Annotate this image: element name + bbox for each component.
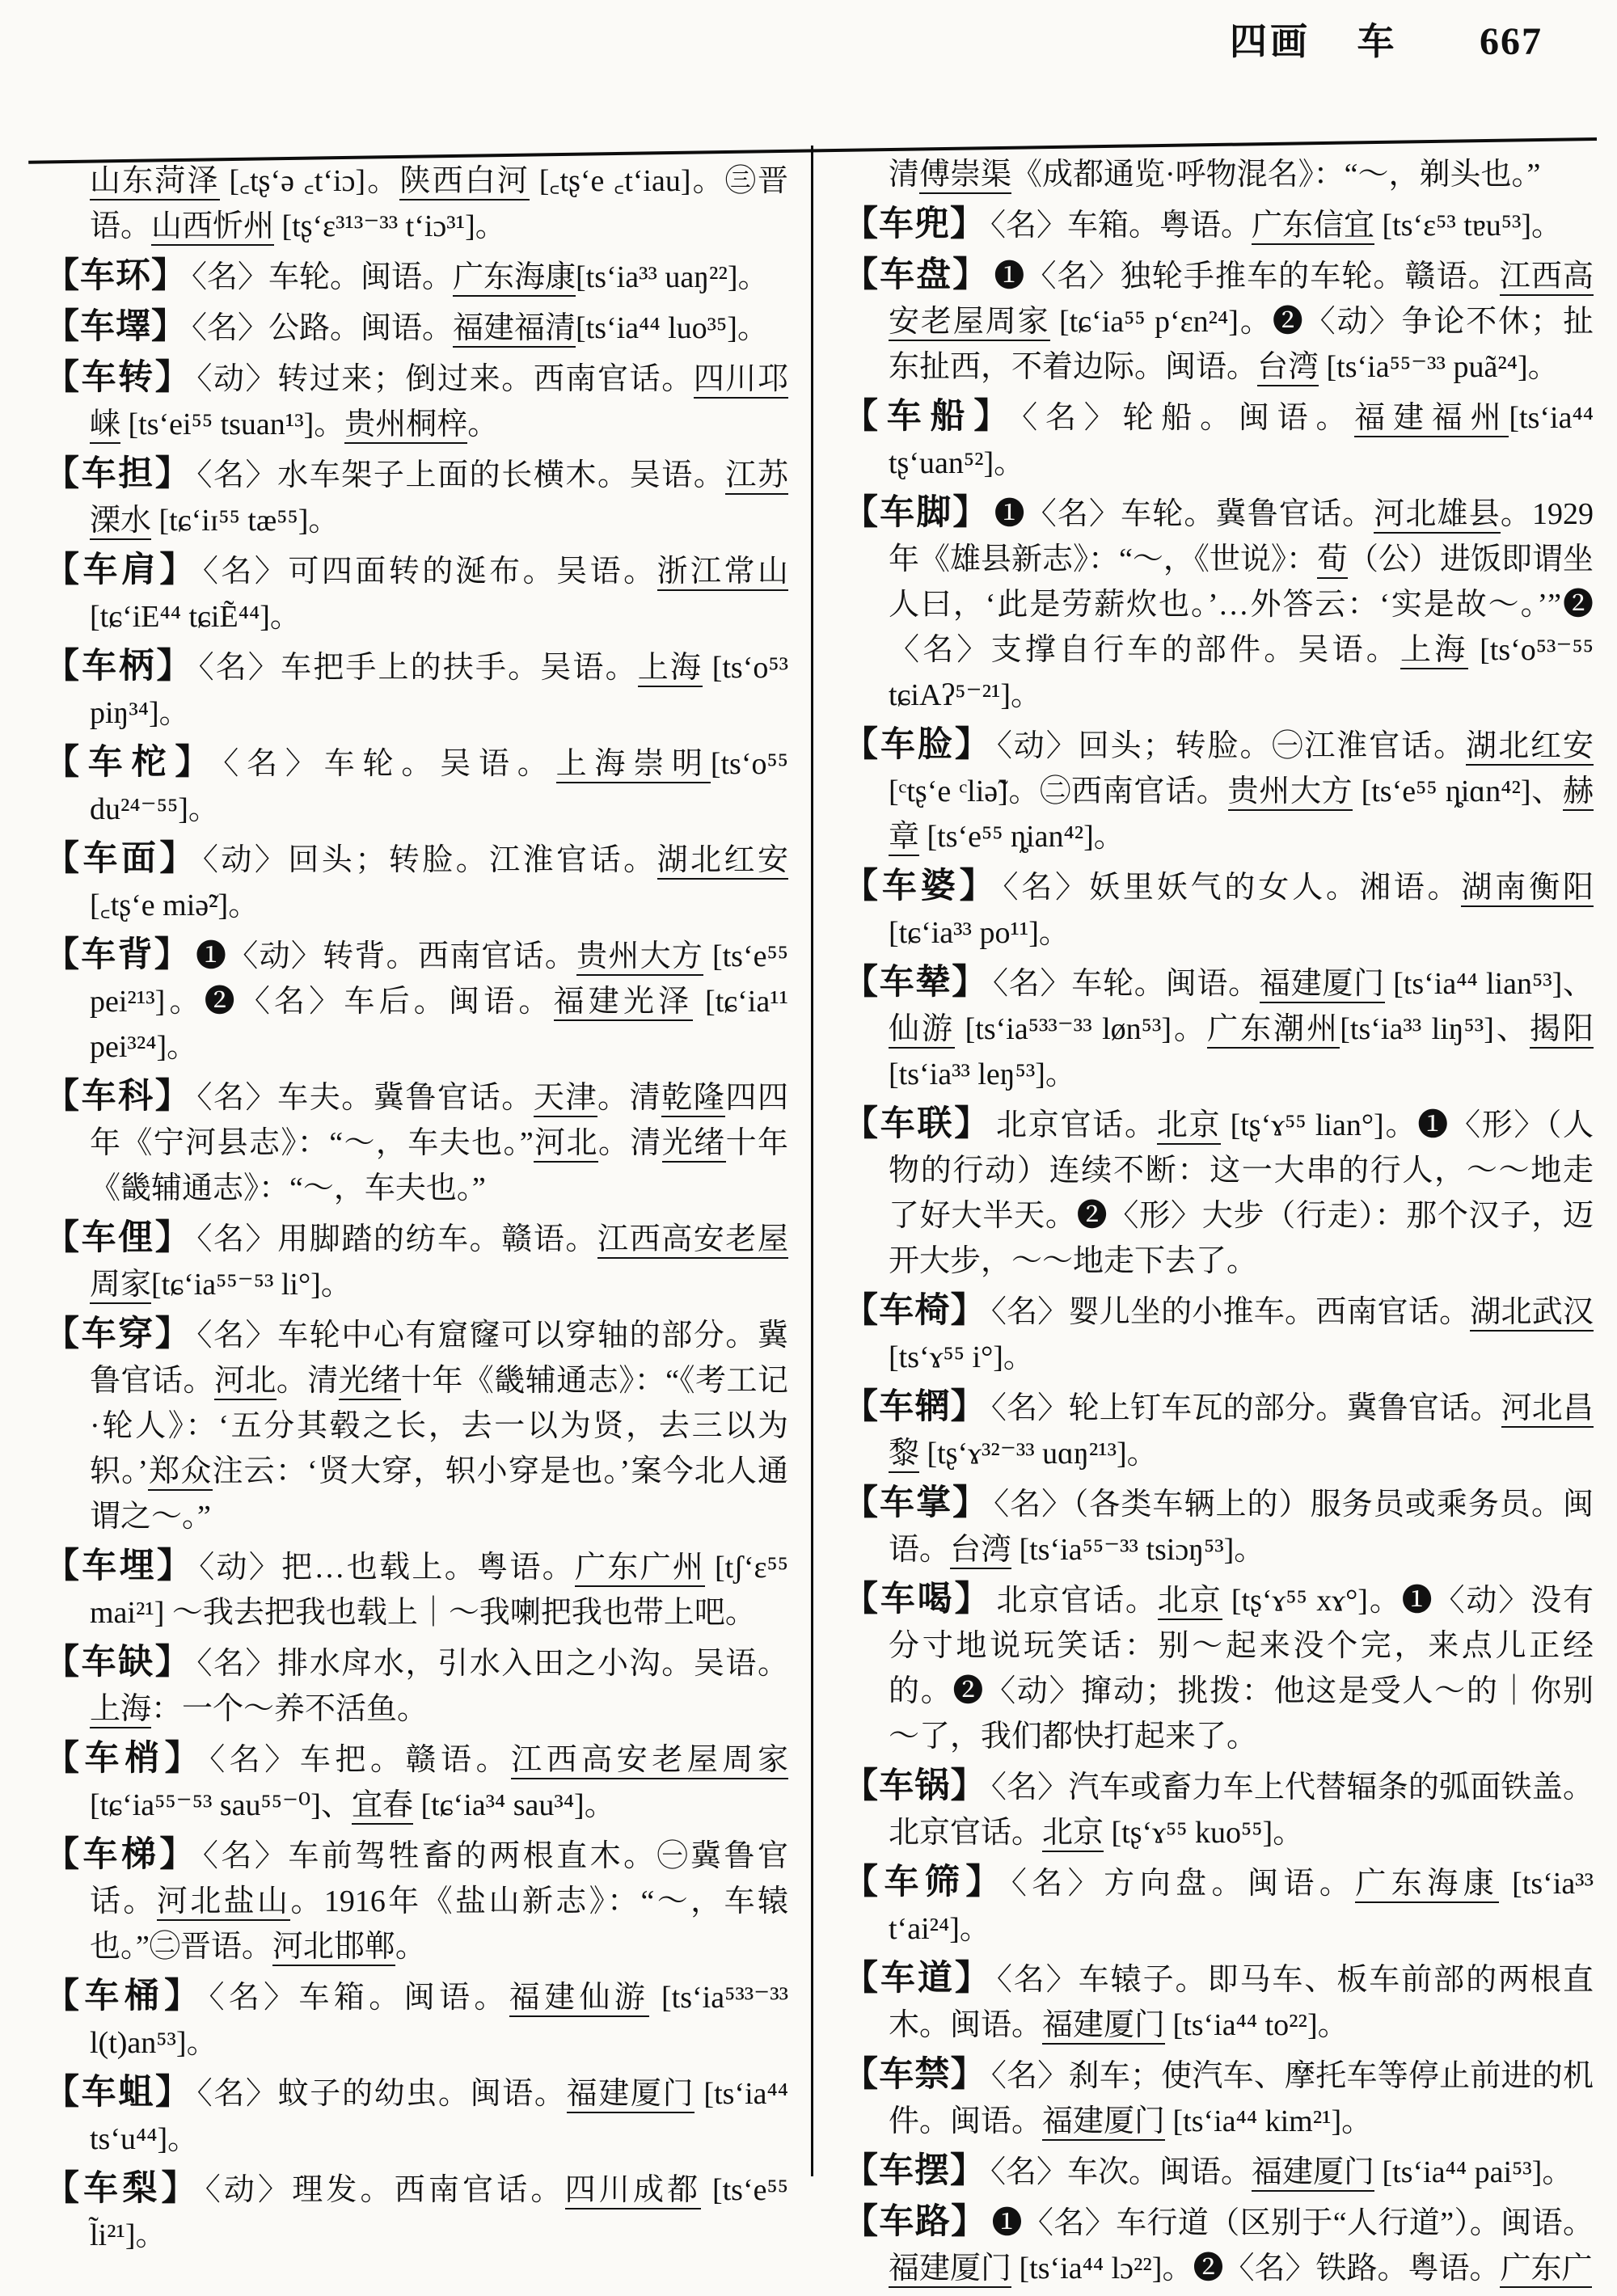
- dictionary-entry: [44, 1833, 788, 1969]
- dictionary-entry: [843, 1764, 1594, 1855]
- entry-text: 〈动〉把…也载上。粤语。: [199, 1551, 575, 1585]
- entry-continuation: [843, 152, 1594, 197]
- proper-noun: 河北昌黎: [889, 1391, 1594, 1473]
- entry-headword: 【车锅】: [843, 1767, 986, 1805]
- entry-text: 清: [889, 158, 920, 192]
- dictionary-entry: [843, 1102, 1594, 1284]
- dictionary-entry: [44, 356, 788, 447]
- entry-text: [ts‘ɤ⁵⁵ i°]。: [889, 1340, 1034, 1374]
- entry-text: [꜀tʂ‘ə ꜀t‘iɔ]。: [219, 164, 400, 198]
- entry-headword: 【车辋】: [843, 1388, 986, 1426]
- entry-text: 〈名〉排水戽水，引水入田之小沟。吴语。: [196, 1647, 789, 1681]
- entry-text: 〈名〉车轮。吴语。: [223, 747, 556, 781]
- entry-text: [ts‘e⁵⁵ l̃i²¹]。: [90, 2173, 788, 2252]
- proper-noun: 山西忻州: [151, 209, 274, 246]
- column-divider: [811, 146, 813, 2176]
- entry-text: ❶〈名〉独轮手推车的车轮。赣语。: [994, 260, 1500, 293]
- entry-text: [tʂ‘ɛ³¹³⁻³³ t‘iɔ³¹]。: [274, 209, 506, 243]
- entry-text: [ts‘o⁵⁵ du²⁴⁻⁵⁵]。: [90, 747, 788, 826]
- entry-text: [ts‘ia⁴⁴ lɔ²²]。❷〈名〉铁路。粤语。: [1011, 2252, 1501, 2285]
- entry-text: 〈名〉车前驾牲畜的两根直木。㊀冀鲁官话。: [90, 1839, 788, 1918]
- entry-headword: 【车转】: [44, 359, 192, 397]
- entry-text: ❶〈名〉车行道（区别于“人行道”）。闽语。: [991, 2206, 1594, 2240]
- entry-text: ❶〈动〉转背。西南官话。: [196, 939, 577, 973]
- proper-noun: 湖北武汉: [1470, 1295, 1594, 1332]
- entry-text: [ts‘ia⁵³³⁻³³ løn⁵³]。: [955, 1012, 1208, 1046]
- dictionary-entry: [843, 960, 1594, 1097]
- entry-text: 〈动〉回头；转脸。江淮官话。: [202, 843, 657, 877]
- entry-text: [tɕ‘ia⁵⁵⁻⁵³ li°]。: [151, 1268, 352, 1302]
- dictionary-entry: [843, 253, 1594, 390]
- header-radical-char: 车: [1357, 21, 1398, 62]
- entry-headword: 【车盘】: [843, 256, 990, 294]
- entry-headword: 【车摆】: [843, 2152, 986, 2190]
- entry-text: [tʂ‘ɤ⁵⁵ kuo⁵⁵]。: [1104, 1816, 1304, 1850]
- dictionary-entry: [843, 2053, 1594, 2144]
- entry-text: [tʂ‘ɤ⁵⁵ lian°]。❶〈形〉（人物的行动）连续不断：这一大串的行人，～～地走了好大半天。❷〈形〉大步（行走）：那个汉子，迈开大步，～～地走下去了。: [889, 1108, 1594, 1278]
- entry-text: 十年《畿辅通志》：“～，车夫也。”: [90, 1126, 788, 1205]
- entry-headword: 【车椅】: [843, 1292, 986, 1330]
- entry-headword: 【车埋】: [44, 1547, 195, 1585]
- right-column: [843, 152, 1594, 2296]
- dictionary-entry: [44, 1312, 788, 1539]
- entry-text: 〈名〉车轮。闽语。: [192, 260, 454, 294]
- dictionary-entry: [44, 1737, 788, 1828]
- left-column: [44, 158, 788, 2263]
- dictionary-entry: [44, 644, 788, 736]
- proper-noun: 天津: [534, 1081, 597, 1117]
- entry-headword: 【车俚】: [44, 1219, 192, 1257]
- entry-headword: 【车肩】: [44, 551, 198, 589]
- proper-noun: 江西高安老屋周家: [511, 1743, 788, 1779]
- entry-text: 〈名〉轮上钉车瓦的部分。冀鲁官话。: [990, 1391, 1501, 1425]
- entry-headword: 【车蛆】: [44, 2074, 192, 2112]
- proper-noun: 北京: [1158, 1584, 1222, 1620]
- entry-text: 。: [395, 1930, 426, 1964]
- proper-noun: 福建仙游: [509, 1981, 649, 2017]
- dictionary-entry: [44, 741, 788, 832]
- proper-noun: 光绪: [339, 1364, 401, 1400]
- proper-noun: 揭阳: [1530, 1012, 1594, 1049]
- dictionary-entry: [843, 395, 1594, 486]
- dictionary-entry: [843, 1289, 1594, 1380]
- entry-text: 〈动〉理发。西南官话。: [205, 2173, 565, 2207]
- entry-headword: 【车柄】: [44, 648, 194, 686]
- entry-text: [tɕ‘ia⁵⁵⁻⁵³ sau⁵⁵⁻⁰]、: [90, 1788, 352, 1822]
- proper-noun: 广东广: [1500, 2252, 1592, 2288]
- entry-text: （公）进饭即谓坐人曰，‘此是劳薪炊也。’…外答云：‘实是故～。’”❷〈名〉支撑自行车的部件。吴语。: [889, 542, 1594, 667]
- entry-text: [ts‘ia⁵⁵⁻³³ tsiɔŋ⁵³]。: [1011, 1533, 1265, 1567]
- entry-headword: 【车梨】: [44, 2170, 201, 2208]
- dictionary-entry: [843, 2200, 1594, 2291]
- proper-noun: 四川成都: [565, 2173, 702, 2209]
- entry-text: 〈名〉蚊子的幼虫。闽语。: [196, 2077, 567, 2111]
- entry-headword: 【车柁】: [44, 744, 219, 782]
- dictionary-entry: [44, 254, 788, 300]
- entry-text: [ts‘ia³³ liŋ⁵³]、: [1340, 1012, 1530, 1046]
- entry-text: [ts‘ia⁵⁵⁻³³ puã²⁴]。: [1319, 350, 1559, 384]
- entry-text: [tɕ‘ia³³ po¹¹]。: [889, 916, 1070, 950]
- entry-headword: 【车墿】: [44, 308, 187, 346]
- entry-headword: 【车穿】: [44, 1315, 192, 1353]
- header-stroke-section: 四画: [1230, 21, 1311, 62]
- dictionary-entry: [44, 2167, 788, 2258]
- entry-headword: 【车喝】: [843, 1581, 992, 1619]
- proper-noun: 台湾: [950, 1533, 1011, 1569]
- dictionary-entry: [843, 1385, 1594, 1476]
- entry-text: 〈名〉公路。闽语。: [192, 311, 454, 345]
- entry-headword: 【车联】: [843, 1105, 992, 1143]
- entry-text: 〈名〉方向盘。闽语。: [1011, 1867, 1356, 1901]
- entry-headword: 【车面】: [44, 840, 198, 878]
- entry-text: [ts‘ia³³ t‘ai²⁴]。: [889, 1867, 1594, 1946]
- proper-noun: 上海: [90, 1692, 151, 1728]
- proper-noun: 山东菏泽: [90, 164, 220, 200]
- entry-text: 〈名〉（各类车辆上的）服务员或乘务员。闽语。: [889, 1488, 1594, 1567]
- proper-noun: 仙游: [889, 1012, 955, 1049]
- entry-text: [ts‘ia⁴⁴ luo³⁵]。: [576, 311, 768, 345]
- entry-text: [ts‘ei⁵⁵ tsuan¹³]。: [120, 407, 345, 441]
- proper-noun: 河北雄县: [1374, 497, 1501, 534]
- entry-headword: 【车道】: [843, 1960, 992, 1998]
- proper-noun: 宜春: [352, 1788, 413, 1825]
- proper-noun: 赫章: [889, 774, 1594, 856]
- proper-noun: 河北盐山: [157, 1884, 291, 1921]
- entry-text: [ts‘o⁵³⁻⁵⁵ tɕiAʔ⁵⁻²¹]。: [889, 633, 1594, 712]
- dictionary-entry: [44, 305, 788, 351]
- entry-text: 注云：‘贤大穿，轵小穿是也。’案今北人通谓之～。”: [90, 1454, 789, 1534]
- entry-text: 〈名〉车轮。闽语。: [993, 967, 1260, 1001]
- proper-noun: 乾隆: [661, 1081, 725, 1117]
- proper-noun: 北京: [1157, 1108, 1222, 1145]
- proper-noun: 傅崇渠: [919, 158, 1011, 194]
- entry-text: 。清: [597, 1081, 662, 1115]
- entry-text: 〈名〉妖里妖气的女人。湘语。: [1003, 871, 1462, 905]
- proper-noun: 北京: [1042, 1816, 1104, 1852]
- entry-text: 《成都通览·呼物混名》：“～，剃头也。”: [1011, 158, 1541, 192]
- entry-text: [ts‘ia⁴⁴ to²²]。: [1165, 2008, 1349, 2042]
- entry-text: [ts‘ia³³ leŋ⁵³]。: [889, 1057, 1076, 1091]
- dictionary-entry: [44, 548, 788, 639]
- proper-noun: 广东海康: [453, 260, 576, 297]
- dictionary-entry: [843, 1577, 1594, 1759]
- proper-noun: 广东广州: [575, 1551, 705, 1587]
- proper-noun: 河北: [214, 1364, 277, 1400]
- entry-text: 〈动〉回头；转脸。㊀江淮官话。: [996, 729, 1467, 763]
- entry-text: 四四年《宁河县志》：“～，车夫也。”: [90, 1081, 788, 1160]
- entry-headword: 【车脸】: [843, 726, 992, 764]
- page-number: 667: [1480, 20, 1543, 63]
- entry-headword: 【车梢】: [44, 1740, 205, 1778]
- entry-headword: 【车担】: [44, 455, 192, 493]
- entry-text: 。清: [597, 1126, 662, 1160]
- dictionary-entry: [44, 1216, 788, 1307]
- proper-noun: 四川邛崃: [90, 362, 788, 444]
- proper-noun: 湖南衡阳: [1461, 871, 1594, 907]
- proper-noun: 福建厦门: [1260, 967, 1385, 1003]
- entry-text: 〈名〉用脚踏的纺车。赣语。: [196, 1222, 598, 1256]
- entry-text: 〈名〉车次。闽语。: [990, 2155, 1252, 2189]
- proper-noun: 福建福清: [453, 311, 576, 348]
- entry-text: [ts‘ia⁴⁴ tʂ‘uan⁵²]。: [889, 401, 1594, 480]
- entry-text: [ts‘e⁵⁵ pei²¹³]。❷〈名〉车后。闽语。: [90, 939, 788, 1019]
- entry-headword: 【车禁】: [843, 2056, 986, 2094]
- page-header: [1230, 19, 1543, 65]
- entry-text: 。清: [276, 1364, 339, 1398]
- proper-noun: 福建光泽: [554, 985, 694, 1021]
- dictionary-entry: [44, 1974, 788, 2066]
- entry-headword: 【车辇】: [843, 964, 989, 1002]
- entry-text: [ts‘ɛ⁵³ tɐu⁵³]。: [1374, 209, 1563, 243]
- entry-headword: 【车科】: [44, 1078, 192, 1116]
- entry-headword: 【车梯】: [44, 1836, 198, 1874]
- entry-text: [꜀tʂ‘e miə̃²]。: [90, 888, 260, 922]
- entry-text: [tɕ‘ia⁵⁵ p‘ɛn²⁴]。❷〈动〉争论不休；扯东扯西，不着边际。闽语。: [889, 305, 1594, 384]
- entry-text: [tɕ‘iɪ⁵⁵ tæ⁵⁵]。: [151, 504, 340, 538]
- proper-noun: 河北: [534, 1126, 598, 1163]
- proper-noun: 福建厦门: [1042, 2104, 1165, 2141]
- proper-noun: 荀: [1317, 542, 1348, 579]
- dictionary-entry: [44, 452, 788, 543]
- proper-noun: 福建厦门: [1252, 2155, 1374, 2192]
- entry-headword: 【车背】: [44, 936, 192, 974]
- entry-text: 北京官话。: [996, 1584, 1158, 1618]
- dictionary-entry: [843, 491, 1594, 718]
- entry-text: [ts‘ia⁴⁴ kim²¹]。: [1165, 2104, 1373, 2138]
- entry-text: 〈名〉轮船。闽语。: [1022, 401, 1355, 435]
- entry-text: [tɕ‘ia³⁴ sau³⁴]。: [412, 1788, 615, 1822]
- entry-headword: 【车掌】: [843, 1484, 990, 1522]
- entry-text: 北京官话。: [996, 1108, 1157, 1142]
- entry-headword: 【车筛】: [843, 1863, 1007, 1901]
- proper-noun: 贵州大方: [576, 939, 703, 976]
- entry-text: 〈名〉车轮中心有窟窿可以穿轴的部分。冀鲁官话。: [90, 1319, 789, 1398]
- proper-noun: 贵州大方: [1228, 774, 1353, 811]
- proper-noun: 陕西白河: [399, 164, 530, 200]
- entry-text: [tʃ‘ɛ⁵⁵ mai²¹] ～我去把我也载上｜～我喇把我也带上吧。: [90, 1551, 789, 1630]
- entry-text: 〈动〉转过来；倒过来。西南官话。: [196, 362, 694, 396]
- entry-text: [ts‘ia³³ uaŋ²²]。: [576, 260, 769, 294]
- dictionary-entry: [843, 1956, 1594, 2048]
- entry-text: 〈名〉水车架子上面的长横木。吴语。: [196, 458, 726, 492]
- entry-text: [ts‘o⁵³ piŋ³⁴]。: [90, 651, 788, 730]
- proper-noun: 河北邯郸: [272, 1930, 395, 1966]
- entry-text: [꜀tʂ‘e ꜀t‘iau]。㊂晋语。: [90, 164, 788, 243]
- proper-noun: 湖北红安: [1466, 729, 1594, 766]
- proper-noun: 福建厦门: [1042, 2008, 1165, 2045]
- proper-noun: 贵州桐梓: [344, 407, 467, 444]
- entry-headword: 【车路】: [843, 2203, 987, 2241]
- entry-text: [ts‘e⁵⁵ ȵian⁴²]。: [919, 820, 1125, 854]
- dictionary-entry: [44, 1544, 788, 1635]
- entry-text: ❶〈名〉车轮。冀鲁官话。: [994, 497, 1374, 531]
- proper-noun: 福建福州: [1354, 401, 1509, 437]
- entry-text: 〈名〉车夫。冀鲁官话。: [196, 1081, 534, 1115]
- dictionary-entry: [843, 864, 1594, 956]
- entry-headword: 【车兜】: [843, 205, 986, 243]
- proper-noun: 浙江常山: [657, 555, 788, 591]
- entry-text: 十年《畿辅通志》：“《考工记·轮人》：‘五分其毂之长，去一以为贤，去三以为轵。’: [90, 1364, 788, 1488]
- proper-noun: 上海: [638, 651, 703, 687]
- entry-headword: 【车环】: [44, 257, 187, 295]
- entry-text: [ts‘ia⁴⁴ pai⁵³]。: [1374, 2155, 1573, 2189]
- dictionary-entry: [44, 2070, 788, 2162]
- entry-headword: 【车缺】: [44, 1644, 192, 1682]
- proper-noun: 光绪: [662, 1126, 726, 1163]
- entry-text: [tʂ‘ɤ³²⁻³³ uɑŋ²¹³]。: [919, 1437, 1158, 1471]
- entry-text: 。: [467, 407, 499, 441]
- proper-noun: 福建厦门: [889, 2252, 1011, 2288]
- dictionary-entry: [44, 837, 788, 928]
- entry-headword: 【车桶】: [44, 1977, 205, 2015]
- entry-text: [tɕ‘iE⁴⁴ tɕiẼ⁴⁴]。: [90, 600, 301, 634]
- entry-text: 〈名〉车箱。闽语。: [209, 1981, 509, 2015]
- entry-text: [tʂ‘ɤ⁵⁵ xɤ°]。❶〈动〉没有分寸地说玩笑话：别～起来没个完，来点儿正经的。❷〈动〉撺动；挑拨：他这是受人～的｜你别～了，我们都快打起来了。: [889, 1584, 1594, 1754]
- entry-text: [ts‘ia⁵³³⁻³³ l(t)an⁵³]。: [90, 1981, 788, 2060]
- entry-headword: 【车船】: [843, 398, 1018, 436]
- entry-text: 〈名〉车把。赣语。: [209, 1743, 512, 1777]
- entry-text: 〈名〉可四面转的涎布。吴语。: [202, 555, 657, 589]
- proper-noun: 广东信宜: [1252, 209, 1374, 245]
- dictionary-entry: [843, 723, 1594, 859]
- proper-noun: 江西高安老屋周家: [90, 1222, 788, 1304]
- entry-text: [ᶜtʂ‘e ᶜliə̃]。㊁西南官话。: [889, 774, 1228, 808]
- entry-text: 〈名〉刹车；使汽车、摩托车等停止前进的机件。闽语。: [889, 2059, 1594, 2138]
- entry-text: ：一个～养不活鱼。: [151, 1692, 429, 1726]
- proper-noun: 郑众: [148, 1454, 213, 1491]
- proper-noun: 湖北红安: [657, 843, 788, 880]
- entry-text: 〈名〉车把手上的扶手。吴语。: [198, 651, 638, 685]
- entry-text: 。1916年《盐山新志》：“～，车辕也。”㊁晋语。: [90, 1884, 788, 1964]
- dictionary-entry: [44, 1640, 788, 1732]
- dictionary-entry: [843, 202, 1594, 248]
- dictionary-entry: [843, 1481, 1594, 1572]
- entry-headword: 【车脚】: [843, 494, 990, 532]
- entry-text: 〈名〉婴儿坐的小推车。西南官话。: [990, 1295, 1471, 1329]
- proper-noun: 上海崇明: [556, 747, 711, 783]
- entry-headword: 【车婆】: [843, 867, 998, 905]
- entry-continuation: [44, 158, 788, 249]
- dictionary-entry: [44, 1074, 788, 1211]
- entry-text: 〈名〉汽车或畜力车上代替辐条的弧面铁盖。北京官话。: [889, 1771, 1594, 1850]
- proper-noun: 江苏溧水: [90, 458, 788, 540]
- dictionary-entry: [843, 1860, 1594, 1952]
- proper-noun: 上海: [1400, 633, 1468, 669]
- entry-text: [ts‘e⁵⁵ ȵiɑn⁴²]、: [1353, 774, 1563, 808]
- entry-text: 〈名〉车箱。粤语。: [990, 209, 1252, 243]
- proper-noun: 福建厦门: [567, 2077, 695, 2113]
- proper-noun: 台湾: [1257, 350, 1319, 386]
- dictionary-entry: [44, 933, 788, 1070]
- entry-text: 〈名〉车辕子。即马车、板车前部的两根直木。闽语。: [889, 1963, 1594, 2042]
- entry-text: [ts‘ia⁴⁴ lian⁵³]、: [1384, 967, 1594, 1001]
- entry-text: [tɕ‘ia¹¹ pei³²⁴]。: [90, 985, 788, 1064]
- proper-noun: 江西高安老屋周家: [889, 260, 1594, 341]
- entry-text: 。1929年《雄县新志》：“～，《世说》：: [889, 497, 1594, 576]
- proper-noun: 广东潮州: [1207, 1012, 1340, 1049]
- proper-noun: 广东海康: [1355, 1867, 1499, 1903]
- entry-text: [ts‘ia⁴⁴ ts‘u⁴⁴]。: [90, 2077, 789, 2156]
- dictionary-entry: [843, 2149, 1594, 2195]
